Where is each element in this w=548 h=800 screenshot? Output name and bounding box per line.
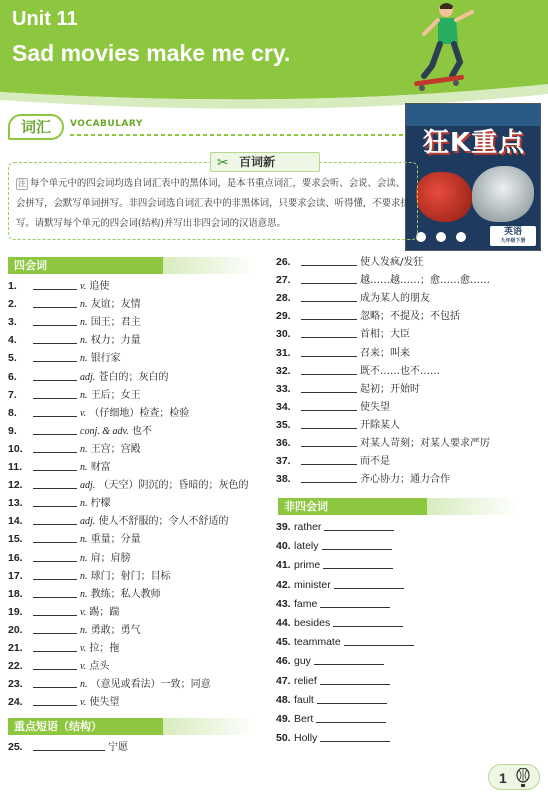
page-number-badge xyxy=(488,764,540,790)
item-number: 23. xyxy=(8,678,23,691)
note-icon: 注 xyxy=(18,179,26,188)
part-of-speech: n. xyxy=(80,679,88,691)
item-number: 45. xyxy=(276,636,291,649)
nonfour-row xyxy=(276,518,397,536)
item-number: 48. xyxy=(276,693,291,706)
chinese-meaning: 首相；大臣 xyxy=(360,329,410,341)
phrase-row xyxy=(276,380,420,398)
chinese-meaning: 齐心协力；通力合作 xyxy=(360,474,450,486)
english-word: minister xyxy=(294,578,331,591)
part-of-speech: n. xyxy=(80,534,88,546)
chinese-meaning: 开除某人 xyxy=(360,419,400,431)
part-of-speech: n. xyxy=(80,498,88,510)
nonfour-row xyxy=(276,691,390,709)
answer-blank[interactable] xyxy=(33,531,77,543)
item-number: 42. xyxy=(276,578,291,591)
item-number: 22. xyxy=(8,660,23,673)
english-word: Bert xyxy=(294,713,314,725)
chinese-meaning: 踢；踹 xyxy=(89,606,120,618)
nonfour-row xyxy=(276,729,393,747)
chinese-meaning: 使人发疯/发狂 xyxy=(360,257,424,268)
vocab-row xyxy=(8,639,119,657)
item-number: 38. xyxy=(276,473,291,486)
vocab-row xyxy=(8,657,109,675)
phrase-row xyxy=(8,738,128,756)
chinese-meaning: （仔细地）检查；检验 xyxy=(89,407,190,419)
answer-blank[interactable] xyxy=(316,711,386,723)
item-number: 16. xyxy=(8,551,23,564)
phrase-row xyxy=(276,362,440,380)
answer-blank[interactable] xyxy=(344,634,414,646)
part-of-speech: n. xyxy=(80,389,88,401)
item-number: 31. xyxy=(276,346,291,359)
english-word: fame xyxy=(294,597,318,610)
answer-blank[interactable] xyxy=(33,405,77,417)
answer-blank[interactable] xyxy=(33,622,77,634)
answer-blank[interactable] xyxy=(301,417,357,429)
item-number: 37. xyxy=(276,455,291,468)
item-number: 39. xyxy=(276,521,291,533)
part-of-speech: n. xyxy=(80,353,88,365)
item-number: 35. xyxy=(276,418,291,431)
answer-blank[interactable] xyxy=(333,615,403,627)
item-number: 5. xyxy=(8,352,17,365)
part-of-speech: n. xyxy=(80,335,88,347)
answer-blank[interactable] xyxy=(33,676,77,688)
answer-blank[interactable] xyxy=(33,332,77,344)
answer-blank[interactable] xyxy=(301,435,357,447)
item-number: 21. xyxy=(8,642,23,654)
answer-blank[interactable] xyxy=(33,387,77,399)
vocab-row xyxy=(8,404,189,422)
nonfour-row xyxy=(276,672,393,690)
part-of-speech: n. xyxy=(80,570,88,582)
phrase-row xyxy=(276,271,490,289)
answer-blank[interactable] xyxy=(320,730,390,742)
answer-blank[interactable] xyxy=(33,350,77,362)
item-number: 50. xyxy=(276,732,291,745)
section-label-phrase: 重点短语（结构） xyxy=(14,720,102,733)
answer-blank[interactable] xyxy=(33,296,77,308)
chinese-meaning: 使人不舒服的；令人不舒适的 xyxy=(98,516,229,528)
nonfour-row xyxy=(276,652,387,670)
answer-blank[interactable] xyxy=(301,471,357,483)
answer-blank[interactable] xyxy=(301,290,357,302)
vocab-row xyxy=(8,621,141,639)
item-number: 34. xyxy=(276,400,291,413)
item-number: 4. xyxy=(8,334,17,347)
instructions-body: 每个单元中的四会词均选自词汇表中的黑体词，是本书重点词汇，要求会听、会说、会读、会拼写，会默写单词拼写。非四会词选自词汇表中的非黑体词，只要求会读、听得懂，不要求拼写。请默写每个单元的四会词(结构)并写出非四会词的汉语意思。 xyxy=(16,178,410,229)
chinese-meaning: 重量；分量 xyxy=(90,534,141,546)
part-of-speech: n. xyxy=(80,317,88,329)
vocab-row xyxy=(8,331,141,349)
item-number: 10. xyxy=(8,442,23,455)
phrase-row xyxy=(276,289,430,307)
vocab-row xyxy=(8,386,141,404)
item-number: 8. xyxy=(8,406,17,419)
scissors-icon: ✂ xyxy=(217,155,229,171)
vocabulary-label: VOCABULARY xyxy=(70,119,143,129)
item-number: 24. xyxy=(8,696,23,709)
item-number: 3. xyxy=(8,316,17,329)
answer-blank[interactable] xyxy=(323,557,393,569)
phrase-row xyxy=(276,307,460,325)
baicixin-tab xyxy=(210,152,320,172)
phrase-row xyxy=(276,416,400,434)
phrase-row xyxy=(276,452,390,470)
vocab-row xyxy=(8,585,161,603)
vocab-row xyxy=(8,368,168,386)
vocabulary-badge: 词汇 xyxy=(8,114,64,140)
answer-blank[interactable] xyxy=(334,577,404,589)
vocab-row xyxy=(8,494,111,512)
section-header-four xyxy=(8,257,258,274)
item-number: 20. xyxy=(8,623,23,636)
nonfour-row xyxy=(276,556,396,574)
answer-blank[interactable] xyxy=(301,453,357,465)
answer-blank[interactable] xyxy=(33,495,77,507)
vocab-row xyxy=(8,277,109,295)
part-of-speech: adj. xyxy=(80,516,96,528)
answer-blank[interactable] xyxy=(33,739,105,751)
chinese-meaning: 苍白的；灰白的 xyxy=(98,371,169,383)
chinese-meaning: 王宫；宫殿 xyxy=(90,443,141,455)
vocabulary-header xyxy=(8,112,418,142)
item-number: 13. xyxy=(8,497,23,510)
part-of-speech: n. xyxy=(80,443,88,455)
item-number: 1. xyxy=(8,280,17,292)
answer-blank[interactable] xyxy=(33,459,77,471)
item-number: 2. xyxy=(8,298,17,311)
chinese-meaning: 权力；力量 xyxy=(90,335,141,347)
chinese-meaning: 越……越……；愈……愈…… xyxy=(360,275,490,287)
answer-blank[interactable] xyxy=(33,694,77,706)
item-number: 15. xyxy=(8,533,23,546)
item-number: 14. xyxy=(8,515,23,528)
part-of-speech: n. xyxy=(80,462,88,473)
section-header-nonfour xyxy=(278,498,518,515)
book-cover-image xyxy=(405,103,541,251)
item-number: 7. xyxy=(8,388,17,401)
item-number: 19. xyxy=(8,605,23,618)
part-of-speech: n. xyxy=(80,552,88,564)
english-word: fault xyxy=(294,693,314,706)
chinese-meaning: 勇敢；勇气 xyxy=(90,624,141,636)
vocab-row xyxy=(8,512,228,530)
chinese-meaning: 教练；私人教师 xyxy=(90,588,161,600)
chinese-meaning: 王后；女王 xyxy=(90,389,141,401)
chinese-meaning: 起初；开始时 xyxy=(360,383,420,395)
item-number: 33. xyxy=(276,382,291,395)
chinese-meaning: 财富 xyxy=(90,462,111,473)
phrase-row xyxy=(276,325,410,343)
answer-blank[interactable] xyxy=(322,538,392,550)
item-number: 30. xyxy=(276,328,291,341)
vocab-row xyxy=(8,675,211,693)
nonfour-row xyxy=(276,537,395,555)
item-number: 27. xyxy=(276,274,291,287)
page-number: 1 xyxy=(499,770,507,786)
chinese-meaning: 对某人苛刻；对某人要求严厉 xyxy=(360,438,490,449)
answer-blank[interactable] xyxy=(301,381,357,393)
part-of-speech: v. xyxy=(80,606,87,618)
chinese-meaning: 拉；拖 xyxy=(89,643,120,654)
nonfour-row xyxy=(276,633,417,651)
phrase-row xyxy=(276,253,423,271)
item-number: 18. xyxy=(8,587,23,600)
english-word: prime xyxy=(294,559,321,572)
part-of-speech: n. xyxy=(80,588,88,600)
hot-air-balloon-icon xyxy=(515,768,531,788)
book-subject: 英语 xyxy=(503,227,522,237)
nonfour-row xyxy=(276,595,393,613)
vocab-row xyxy=(8,295,141,313)
chinese-meaning: 宁愿 xyxy=(108,742,128,753)
answer-blank[interactable] xyxy=(33,278,77,290)
answer-blank[interactable] xyxy=(301,272,357,284)
vocab-row xyxy=(8,549,131,567)
answer-blank[interactable] xyxy=(320,596,390,608)
answer-blank[interactable] xyxy=(33,477,77,489)
chinese-meaning: 友谊；友情 xyxy=(90,299,141,311)
instructions-text xyxy=(16,174,414,234)
answer-blank[interactable] xyxy=(33,640,77,652)
item-number: 28. xyxy=(276,292,291,305)
chinese-meaning: 使失望 xyxy=(89,697,120,709)
boxing-glove-white xyxy=(472,166,534,222)
chinese-meaning: 国王；君主 xyxy=(90,317,141,329)
answer-blank[interactable] xyxy=(301,308,357,320)
part-of-speech: v. xyxy=(80,407,87,419)
answer-blank[interactable] xyxy=(320,673,390,685)
vocab-row xyxy=(8,458,111,476)
book-grade: 九年级下册 xyxy=(500,238,526,244)
answer-blank[interactable] xyxy=(33,550,77,562)
answer-blank[interactable] xyxy=(301,363,357,375)
chinese-meaning: 忽略；不提及；不包括 xyxy=(360,311,460,323)
part-of-speech: conj. & adv. xyxy=(80,425,129,437)
answer-blank[interactable] xyxy=(33,586,77,598)
phrase-row xyxy=(276,470,450,488)
answer-blank[interactable] xyxy=(33,423,77,435)
answer-blank[interactable] xyxy=(301,399,357,411)
section-label-nonfour: 非四会词 xyxy=(284,500,328,513)
part-of-speech: adj. xyxy=(80,371,96,383)
chinese-meaning: 成为某人的朋友 xyxy=(360,293,430,305)
answer-blank[interactable] xyxy=(33,568,77,580)
skateboarder-illustration xyxy=(402,0,482,94)
item-number: 26. xyxy=(276,256,291,268)
vocab-row xyxy=(8,567,171,585)
phrase-row xyxy=(276,434,490,452)
answer-blank[interactable] xyxy=(33,441,77,453)
item-number: 41. xyxy=(276,559,291,572)
section-label-four: 四会词 xyxy=(14,259,47,272)
item-number: 44. xyxy=(276,617,291,629)
item-number: 36. xyxy=(276,437,291,449)
english-word: Holly xyxy=(294,732,318,745)
part-of-speech: adj. xyxy=(80,480,96,492)
nonfour-row xyxy=(276,614,406,632)
item-number: 40. xyxy=(276,540,291,553)
unit-title: Sad movies make me cry. xyxy=(12,40,291,66)
chinese-meaning: 追使 xyxy=(89,281,110,292)
english-word: relief xyxy=(294,674,317,687)
vocab-row xyxy=(8,530,141,548)
chinese-meaning: 既不……也不…… xyxy=(360,365,440,377)
chinese-meaning: 召来；叫来 xyxy=(360,347,410,359)
item-number: 47. xyxy=(276,674,291,687)
english-word: guy xyxy=(294,655,311,668)
item-number: 6. xyxy=(8,370,17,383)
phrase-row xyxy=(276,398,390,416)
english-word: lately xyxy=(294,540,319,553)
item-number: 11. xyxy=(8,461,23,473)
english-word: rather xyxy=(294,521,322,533)
answer-blank[interactable] xyxy=(314,653,384,665)
answer-blank[interactable] xyxy=(301,254,357,266)
book-title: 狂K重点 xyxy=(422,128,526,158)
english-word: teammate xyxy=(294,636,341,649)
chinese-meaning: 银行家 xyxy=(90,353,121,365)
answer-blank[interactable] xyxy=(317,692,387,704)
answer-blank[interactable] xyxy=(33,513,77,525)
chinese-meaning: 而不是 xyxy=(360,456,390,468)
unit-number: Unit 11 xyxy=(12,8,78,30)
item-number: 46. xyxy=(276,655,291,668)
chinese-meaning: 使失望 xyxy=(360,401,390,413)
vocab-row xyxy=(8,313,141,331)
vocab-row xyxy=(8,603,119,621)
item-number: 49. xyxy=(276,713,291,725)
part-of-speech: n. xyxy=(80,299,88,311)
answer-blank[interactable] xyxy=(33,604,77,616)
vocab-row xyxy=(8,422,152,440)
answer-blank[interactable] xyxy=(324,519,394,531)
chinese-meaning: 点头 xyxy=(89,661,110,673)
item-number: 25. xyxy=(8,741,23,753)
english-word: besides xyxy=(294,617,331,629)
vocab-row xyxy=(8,476,248,494)
chinese-meaning: 肩；肩膀 xyxy=(90,552,131,564)
vocabulary-divider xyxy=(70,134,418,136)
chinese-meaning: 也不 xyxy=(131,425,152,437)
part-of-speech: v. xyxy=(80,281,87,292)
answer-blank[interactable] xyxy=(33,658,77,670)
answer-blank[interactable] xyxy=(301,326,357,338)
item-number: 12. xyxy=(8,479,23,492)
nonfour-row xyxy=(276,710,389,728)
vocab-row xyxy=(8,440,141,458)
chinese-meaning: （意见或看法）一致；同意 xyxy=(90,679,211,691)
item-number: 43. xyxy=(276,597,291,610)
phrase-row xyxy=(276,344,410,362)
book-subject-tag xyxy=(490,226,536,246)
nonfour-row xyxy=(276,576,407,594)
item-number: 32. xyxy=(276,364,291,377)
item-number: 9. xyxy=(8,424,17,437)
part-of-speech: v. xyxy=(80,643,87,654)
part-of-speech: n. xyxy=(80,624,88,636)
item-number: 29. xyxy=(276,310,291,323)
book-feature-dots xyxy=(414,230,474,244)
answer-blank[interactable] xyxy=(33,369,77,381)
baicixin-label: 百词新 xyxy=(239,155,276,169)
answer-blank[interactable] xyxy=(33,314,77,326)
part-of-speech: v. xyxy=(80,697,87,709)
section-header-phrase xyxy=(8,718,258,735)
book-cover-banner xyxy=(406,104,541,126)
boxing-glove-red xyxy=(416,172,472,222)
chinese-meaning: 球门；射门；目标 xyxy=(90,570,171,582)
item-number: 17. xyxy=(8,569,23,582)
vocab-row xyxy=(8,693,119,711)
answer-blank[interactable] xyxy=(301,345,357,357)
part-of-speech: v. xyxy=(80,661,87,673)
chinese-meaning: （天空）阴沉的；昏暗的；灰色的 xyxy=(98,480,249,492)
vocab-row xyxy=(8,349,121,367)
chinese-meaning: 柠檬 xyxy=(90,498,111,510)
